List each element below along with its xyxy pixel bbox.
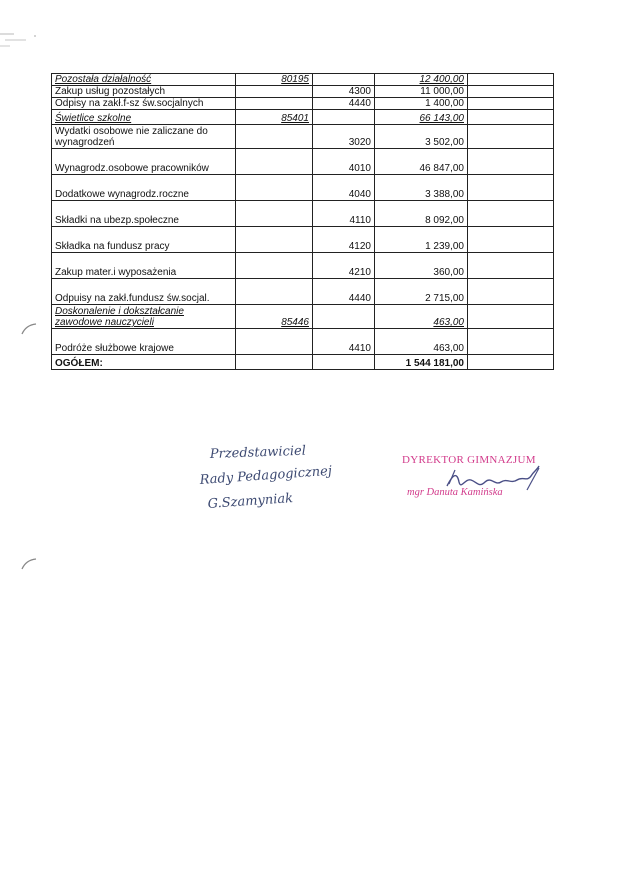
table-row bbox=[52, 175, 554, 201]
table-row bbox=[52, 98, 554, 110]
row-section-code bbox=[236, 227, 313, 253]
row-section-code bbox=[236, 253, 313, 279]
row-paragraph-code: 4440 bbox=[313, 98, 375, 110]
row-section-code bbox=[236, 329, 313, 355]
row-amount: 12 400,00 bbox=[375, 74, 468, 86]
row-section-code bbox=[236, 279, 313, 305]
row-empty-cell bbox=[468, 329, 554, 355]
row-description: Zakup usług pozostałych bbox=[52, 86, 236, 98]
row-amount: 1 544 181,00 bbox=[375, 355, 468, 370]
row-amount: 11 000,00 bbox=[375, 86, 468, 98]
row-section-code bbox=[236, 149, 313, 175]
row-description: Odpisy na zakł.f-sz św.socjalnych bbox=[52, 98, 236, 110]
row-empty-cell bbox=[468, 279, 554, 305]
table-row bbox=[52, 201, 554, 227]
row-section-code: 85446 bbox=[236, 305, 313, 329]
row-empty-cell bbox=[468, 175, 554, 201]
row-paragraph-code: 4120 bbox=[313, 227, 375, 253]
director-stamp bbox=[395, 452, 555, 512]
row-empty-cell bbox=[468, 125, 554, 149]
punch-hole-arc bbox=[20, 557, 38, 571]
table-row bbox=[52, 253, 554, 279]
row-paragraph-code: 4210 bbox=[313, 253, 375, 279]
row-empty-cell bbox=[468, 98, 554, 110]
row-amount: 1 400,00 bbox=[375, 98, 468, 110]
punch-hole-arc bbox=[20, 322, 38, 336]
row-section-code bbox=[236, 175, 313, 201]
row-paragraph-code: 4410 bbox=[313, 329, 375, 355]
row-empty-cell bbox=[468, 110, 554, 125]
row-description: Składki na ubezp.społeczne bbox=[52, 201, 236, 227]
row-paragraph-code bbox=[313, 355, 375, 370]
row-description: Odpuisy na zakł.fundusz św.socjal. bbox=[52, 279, 236, 305]
row-paragraph-code: 4440 bbox=[313, 279, 375, 305]
row-empty-cell bbox=[468, 305, 554, 329]
table-row bbox=[52, 329, 554, 355]
row-amount: 66 143,00 bbox=[375, 110, 468, 125]
row-paragraph-code: 4040 bbox=[313, 175, 375, 201]
row-section-code bbox=[236, 98, 313, 110]
svg-text:Rady Pedagogicznej: Rady Pedagogicznej bbox=[199, 463, 333, 488]
section-row bbox=[52, 110, 554, 125]
svg-text:Przedstawiciel: Przedstawiciel bbox=[209, 443, 307, 462]
row-section-code bbox=[236, 125, 313, 149]
row-section-code: 85401 bbox=[236, 110, 313, 125]
row-description: Dodatkowe wynagrodz.roczne bbox=[52, 175, 236, 201]
row-amount: 463,00 bbox=[375, 305, 468, 329]
row-amount: 463,00 bbox=[375, 329, 468, 355]
row-description: Zakup mater.i wyposażenia bbox=[52, 253, 236, 279]
row-paragraph-code: 4110 bbox=[313, 201, 375, 227]
svg-text:G.Szamyniak: G.Szamyniak bbox=[207, 491, 294, 512]
row-paragraph-code bbox=[313, 305, 375, 329]
row-amount: 8 092,00 bbox=[375, 201, 468, 227]
row-description: Wydatki osobowe nie zaliczane do wynagrodzeń bbox=[52, 125, 236, 149]
scan-artifact-marks bbox=[0, 28, 40, 58]
row-paragraph-code: 4300 bbox=[313, 86, 375, 98]
row-empty-cell bbox=[468, 253, 554, 279]
row-paragraph-code bbox=[313, 110, 375, 125]
row-description: Składka na fundusz pracy bbox=[52, 227, 236, 253]
row-section-code: 80195 bbox=[236, 74, 313, 86]
table-row bbox=[52, 227, 554, 253]
table-row bbox=[52, 279, 554, 305]
row-description: OGÓŁEM: bbox=[52, 355, 236, 370]
row-description: Wynagrodz.osobowe pracowników bbox=[52, 149, 236, 175]
row-empty-cell bbox=[468, 227, 554, 253]
row-description: Świetlice szkolne bbox=[52, 110, 236, 125]
budget-table-body bbox=[52, 74, 554, 370]
row-section-code bbox=[236, 355, 313, 370]
budget-table bbox=[51, 73, 554, 370]
row-section-code bbox=[236, 86, 313, 98]
total-row bbox=[52, 355, 554, 370]
row-empty-cell bbox=[468, 149, 554, 175]
table-row bbox=[52, 125, 554, 149]
handwritten-signature-representative bbox=[190, 440, 380, 520]
row-paragraph-code: 3020 bbox=[313, 125, 375, 149]
table-row bbox=[52, 86, 554, 98]
row-description: Pozostała działalność bbox=[52, 74, 236, 86]
row-amount: 46 847,00 bbox=[375, 149, 468, 175]
row-description: Doskonalenie i dokształcanie zawodowe nauczycieli bbox=[52, 305, 236, 329]
row-section-code bbox=[236, 201, 313, 227]
section-row bbox=[52, 74, 554, 86]
row-description: Podróże służbowe krajowe bbox=[52, 329, 236, 355]
row-empty-cell bbox=[468, 355, 554, 370]
row-amount: 3 502,00 bbox=[375, 125, 468, 149]
row-paragraph-code: 4010 bbox=[313, 149, 375, 175]
stamp-title: DYREKTOR GIMNAZJUM bbox=[402, 454, 536, 466]
row-empty-cell bbox=[468, 201, 554, 227]
row-empty-cell bbox=[468, 74, 554, 86]
row-amount: 2 715,00 bbox=[375, 279, 468, 305]
stamp-name: mgr Danuta Kamińska bbox=[407, 487, 503, 498]
table-row bbox=[52, 149, 554, 175]
row-amount: 3 388,00 bbox=[375, 175, 468, 201]
row-amount: 1 239,00 bbox=[375, 227, 468, 253]
row-empty-cell bbox=[468, 86, 554, 98]
row-amount: 360,00 bbox=[375, 253, 468, 279]
row-paragraph-code bbox=[313, 74, 375, 86]
section-row bbox=[52, 305, 554, 329]
